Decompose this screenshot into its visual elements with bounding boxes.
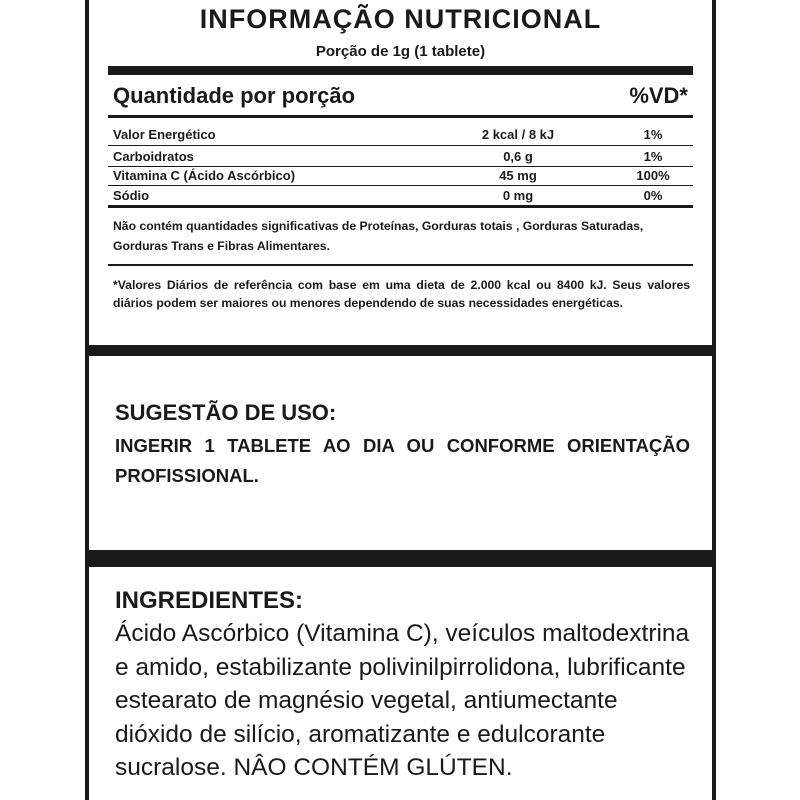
nutrient-amount: 0,6 g: [503, 149, 533, 164]
nutrient-amount: 2 kcal / 8 kJ: [481, 127, 555, 142]
section-divider-band: [85, 550, 716, 567]
row-divider: [108, 145, 693, 146]
nutrient-daily-value: 1%: [643, 127, 663, 142]
nutrient-row: [113, 148, 688, 165]
quantity-per-serving-header: Quantidade por porção: [113, 83, 356, 108]
nutrient-row: [113, 126, 688, 143]
section-divider-band: [85, 345, 716, 356]
frame-left-border: [85, 0, 89, 800]
nutrient-daily-value: 1%: [643, 149, 663, 164]
thick-rule: [108, 66, 693, 75]
nutrient-name: Carboidratos: [113, 149, 194, 164]
usage-instructions: INGERIR 1 TABLETE AO DIA OU CONFORME ORIENTAÇÃO PROFISSIONAL.: [115, 435, 690, 486]
nutrient-row: [113, 167, 688, 184]
serving-size: Porção de 1g (1 tablete): [315, 43, 486, 60]
usage-title: SUGESTÃO DE USO:: [115, 400, 337, 425]
nutrient-row: [113, 187, 688, 204]
row-divider: [108, 185, 693, 186]
daily-value-header: %VD*: [629, 83, 688, 108]
nutrient-daily-value: 0%: [643, 188, 663, 203]
nutrient-amount: 0 mg: [502, 188, 534, 203]
nutrition-title: INFORMAÇÃO NUTRICIONAL: [199, 4, 602, 34]
nutrient-name: Vitamina C (Ácido Ascórbico): [113, 168, 296, 183]
header-rule: [108, 115, 693, 118]
nutrient-amount: 45 mg: [499, 168, 537, 183]
table-bottom-rule: [108, 205, 693, 208]
frame-right-border: [712, 0, 716, 800]
ingredients-list: Ácido Ascórbico (Vitamina C), veículos maltodextrina e amido, estabilizante polivinilpirrolidona, lubrificante estearato de magnésio vegetal, antiumectante dióxido de silício, aromatizante e edulcorante sucralose. NÂO CONTÉM GLÚTEN.: [115, 620, 690, 781]
not-significant-note: Não contém quantidades significativas de Proteínas, Gorduras totais , Gorduras Saturadas, Gorduras Trans e Fibras Alimentares.: [113, 219, 644, 253]
nutrient-daily-value: 100%: [636, 168, 670, 183]
daily-values-footnote: *Valores Diários de referência com base em uma dieta de 2.000 kcal ou 8400 kJ. Seus valores diários podem ser maiores ou menores dependendo de suas necessidades energéticas.: [113, 278, 690, 310]
nutrient-name: Valor Energético: [113, 127, 216, 142]
nutrient-name: Sódio: [113, 188, 150, 203]
footnote-rule: [108, 264, 693, 266]
ingredients-title: INGREDIENTES:: [115, 587, 304, 614]
